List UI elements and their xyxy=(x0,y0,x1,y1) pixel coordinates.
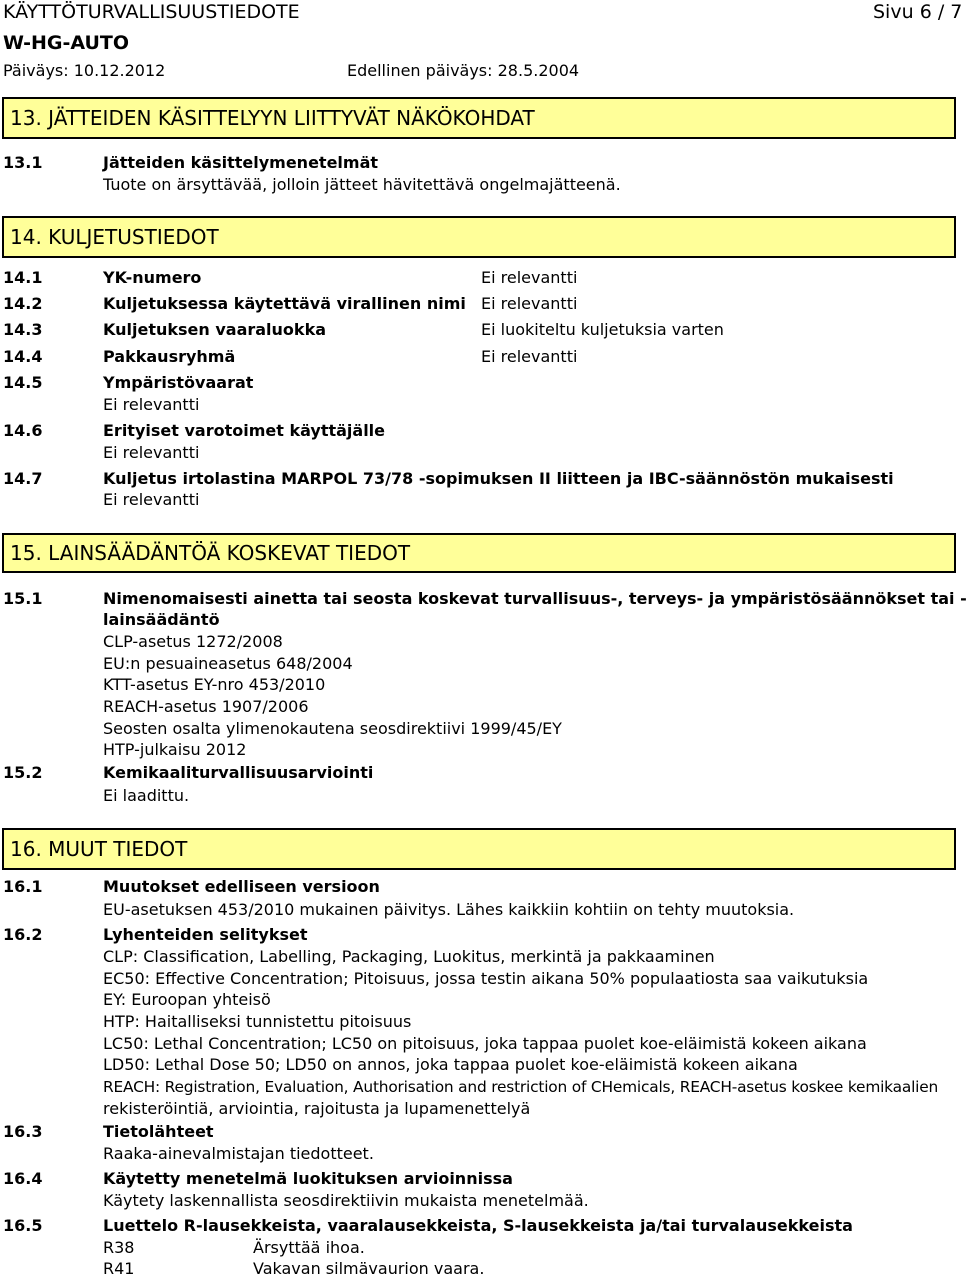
item-13-1-title: Jätteiden käsittelymenetelmät xyxy=(103,153,379,172)
item-14-7-value: Ei relevantti xyxy=(103,490,200,509)
page-current: 6 xyxy=(919,1,932,23)
phrase-code: R38 xyxy=(103,1238,135,1257)
item-14-7-number: 14.7 xyxy=(3,469,43,488)
item-16-4-number: 16.4 xyxy=(3,1169,43,1188)
regulation-line: Seosten osalta ylimenokautena seosdirektiivi 1999/45/EY xyxy=(103,719,562,738)
item-16-5-title: Luettelo R-lausekkeista, vaaralausekkeista, S-lausekkeista ja/tai turvalausekkeista xyxy=(103,1216,853,1235)
item-13-1-number: 13.1 xyxy=(3,153,43,172)
item-14-7-title: Kuljetus irtolastina MARPOL 73/78 -sopimuksen II liitteen ja IBC-säännöstön mukaisesti xyxy=(103,469,894,488)
item-16-5-number: 16.5 xyxy=(3,1216,43,1235)
item-14-5-value: Ei relevantti xyxy=(103,395,200,414)
phrase-text: Vakavan silmävaurion vaara. xyxy=(253,1259,485,1278)
previous-date: Edellinen päiväys: 28.5.2004 xyxy=(347,61,580,80)
item-16-1-title: Muutokset edelliseen versioon xyxy=(103,877,380,896)
item-16-2-number: 16.2 xyxy=(3,925,43,944)
regulation-line: REACH-asetus 1907/2006 xyxy=(103,697,309,716)
item-14-4-title: Pakkausryhmä xyxy=(103,347,236,366)
regulation-line: EU:n pesuaineasetus 648/2004 xyxy=(103,654,353,673)
item-13-1-text: Tuote on ärsyttävää, jolloin jätteet hävitettävä ongelmajätteenä. xyxy=(103,175,621,194)
item-15-2-text: Ei laadittu. xyxy=(103,786,190,805)
section-13-heading: 13. JÄTTEIDEN KÄSITTELYYN LIITTYVÄT NÄKÖKOHDAT xyxy=(2,97,956,139)
item-14-3-number: 14.3 xyxy=(3,320,43,339)
revision-date: Päiväys: 10.12.2012 xyxy=(3,61,166,80)
item-14-2-number: 14.2 xyxy=(3,294,43,313)
regulation-line: HTP-julkaisu 2012 xyxy=(103,740,247,759)
item-14-5-title: Ympäristövaarat xyxy=(103,373,254,392)
item-16-4-text: Käytety laskennallista seosdirektiivin mukaista menetelmää. xyxy=(103,1191,589,1210)
item-16-4-title: Käytetty menetelmä luokituksen arvioinnissa xyxy=(103,1169,513,1188)
item-16-2-title: Lyhenteiden selitykset xyxy=(103,925,308,944)
item-14-1-title: YK-numero xyxy=(103,268,202,287)
abbreviation-line: LC50: Lethal Concentration; LC50 on pitoisuus, joka tappaa puolet koe-eläimistä kokeen aikana xyxy=(103,1034,867,1053)
product-name: W-HG-AUTO xyxy=(3,32,130,54)
section-14-heading: 14. KULJETUSTIEDOT xyxy=(2,216,956,258)
item-14-3-value: Ei luokiteltu kuljetuksia varten xyxy=(481,320,724,339)
item-14-1-number: 14.1 xyxy=(3,268,43,287)
page-separator: / xyxy=(937,1,945,23)
item-14-3-title: Kuljetuksen vaaraluokka xyxy=(103,320,326,339)
page-indicator xyxy=(873,0,962,24)
item-15-1-title-line-1: Nimenomaisesti ainetta tai seosta koskevat turvallisuus-, terveys- ja ympäristösäännökset tai - xyxy=(103,589,967,608)
item-15-1-number: 15.1 xyxy=(3,589,43,608)
phrase-text: Ärsyttää ihoa. xyxy=(253,1238,365,1257)
abbreviation-line: rekisteröintiä, arviointia, rajoitusta ja lupamenettelyä xyxy=(103,1099,531,1118)
document-title: KÄYTTÖTURVALLISUUSTIEDOTE xyxy=(3,1,300,23)
item-14-4-value: Ei relevantti xyxy=(481,347,578,366)
item-16-1-number: 16.1 xyxy=(3,877,43,896)
item-15-1-title-line-2: lainsäädäntö xyxy=(103,610,220,629)
section-16-heading: 16. MUUT TIEDOT xyxy=(2,828,956,870)
phrase-code: R41 xyxy=(103,1259,135,1278)
item-15-2-title: Kemikaaliturvallisuusarviointi xyxy=(103,763,374,782)
item-14-4-number: 14.4 xyxy=(3,347,43,366)
item-14-2-title: Kuljetuksessa käytettävä virallinen nimi xyxy=(103,294,466,313)
item-15-2-number: 15.2 xyxy=(3,763,43,782)
item-16-3-text: Raaka-ainevalmistajan tiedotteet. xyxy=(103,1144,374,1163)
item-14-6-number: 14.6 xyxy=(3,421,43,440)
abbreviation-line: EY: Euroopan yhteisö xyxy=(103,990,271,1009)
abbreviation-line: REACH: Registration, Evaluation, Authorisation and restriction of CHemicals, REACH-asetus koskee kemikaalien xyxy=(103,1078,939,1096)
item-14-1-value: Ei relevantti xyxy=(481,268,578,287)
item-14-6-title: Erityiset varotoimet käyttäjälle xyxy=(103,421,386,440)
item-14-5-number: 14.5 xyxy=(3,373,43,392)
item-14-2-value: Ei relevantti xyxy=(481,294,578,313)
section-15-heading: 15. LAINSÄÄDÄNTÖÄ KOSKEVAT TIEDOT xyxy=(2,533,956,573)
regulation-line: KTT-asetus EY-nro 453/2010 xyxy=(103,675,326,694)
page-label: Sivu xyxy=(873,1,914,23)
page-total: 7 xyxy=(950,1,963,23)
item-16-3-number: 16.3 xyxy=(3,1122,43,1141)
abbreviation-line: EC50: Effective Concentration; Pitoisuus, jossa testin aikana 50% populaatiosta saa vaikutuksia xyxy=(103,969,869,988)
abbreviation-line: LD50: Lethal Dose 50; LD50 on annos, joka tappaa puolet koe-eläimistä kokeen aikana xyxy=(103,1055,798,1074)
abbreviation-line: CLP: Classification, Labelling, Packaging, Luokitus, merkintä ja pakkaaminen xyxy=(103,947,715,966)
abbreviation-line: HTP: Haitalliseksi tunnistettu pitoisuus xyxy=(103,1012,412,1031)
item-16-3-title: Tietolähteet xyxy=(103,1122,214,1141)
item-16-1-text: EU-asetuksen 453/2010 mukainen päivitys. Lähes kaikkiin kohtiin on tehty muutoksia. xyxy=(103,900,795,919)
regulation-line: CLP-asetus 1272/2008 xyxy=(103,632,283,651)
item-14-6-value: Ei relevantti xyxy=(103,443,200,462)
